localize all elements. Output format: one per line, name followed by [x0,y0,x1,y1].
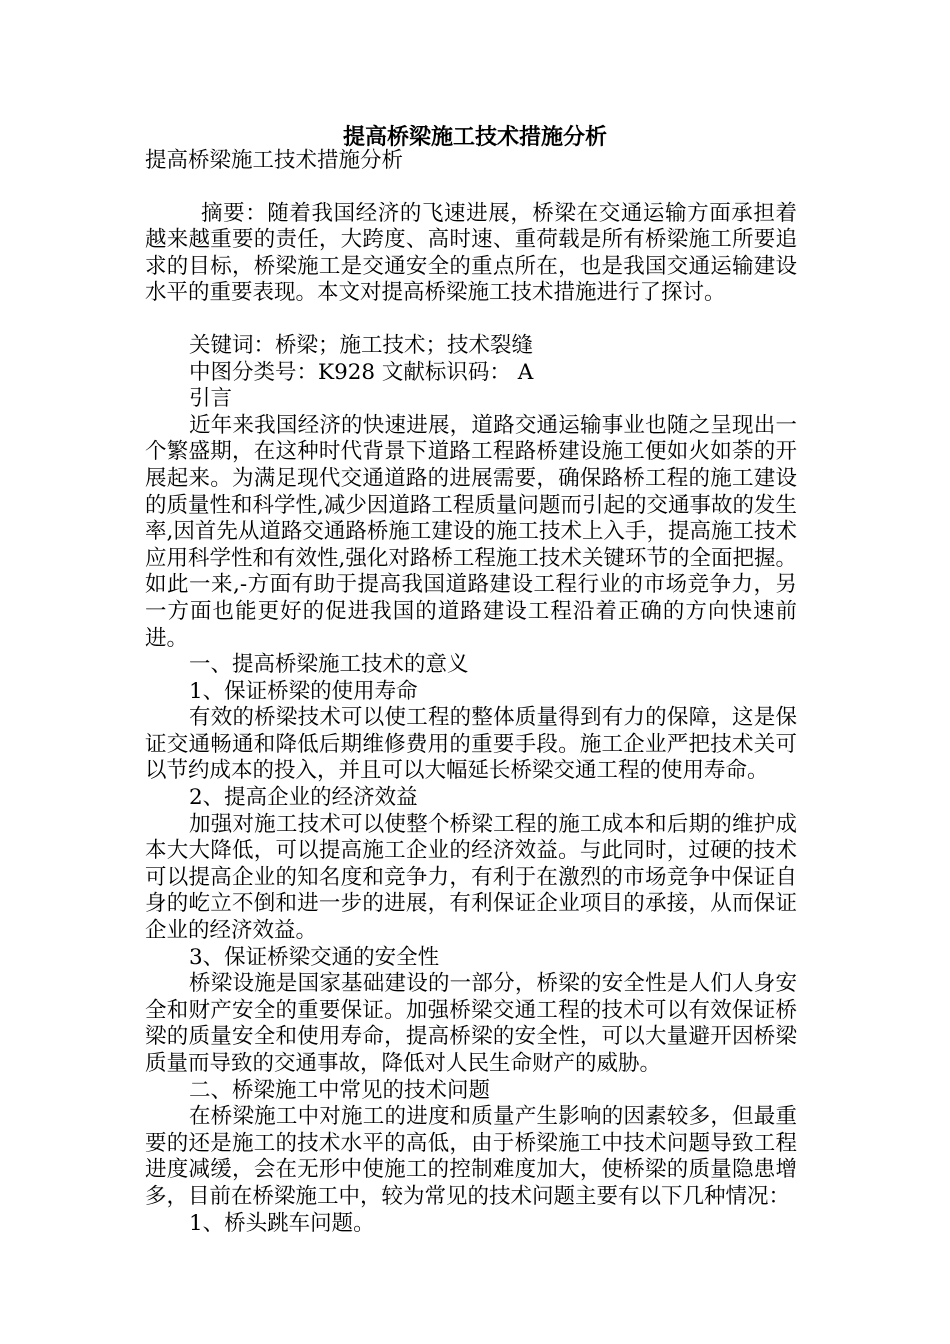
intro-paragraph: 近年来我国经济的快速进展，道路交通运输事业也随之呈现出一个繁盛期，在这种时代背景下道路工程路桥建设施工便如火如荼的开展起来。为满足现代交通道路的进展需要，确保路桥工程的施工建设的质量性和科学性,减少因道路工程质量问题而引起的交通事故的发生率,因首先从道路交通路桥施工建设的施工技术上入手，提高施工技术应用科学性和有效性,强化对路桥工程施工技术关键环节的全面把握。如此一来,-方面有助于提高我国道路建设工程行业的市场竞争力，另一方面也能更好的促进我国的道路建设工程沿着正确的方向快速前进。 [145,412,797,651]
keywords-line: 关键词：桥梁；施工技术；技术裂缝 [189,332,534,358]
subsection-1-2-paragraph: 加强对施工技术可以使整个桥梁工程的施工成本和后期的维护成本大大降低，可以提高施工企业的经济效益。与此同时，过硬的技术可以提高企业的知名度和竞争力，有利于在激烈的市场竞争中保证自身的屹立不倒和进一步的进展，有利保证企业项目的承接，从而保证企业的经济效益。 [145,811,797,944]
section-2-paragraph: 在桥梁施工中对施工的进度和质量产生影响的因素较多，但最重要的还是施工的技术水平的高低，由于桥梁施工中技术问题导致工程进度减缓，会在无形中使施工的控制难度加大，使桥梁的质量隐患增多，目前在桥梁施工中，较为常见的技术问题主要有以下几种情况： [145,1104,797,1209]
abstract-paragraph: 摘要：随着我国经济的飞速进展，桥梁在交通运输方面承担着越来越重要的责任，大跨度、高时速、重荷载是所有桥梁施工所要追求的目标，桥梁施工是交通安全的重点所在，也是我国交通运输建设水平的重要表现。本文对提高桥梁施工技术措施进行了探讨。 [145,200,797,306]
document-body [145,148,797,1237]
section-1-heading: 一、提高桥梁施工技术的意义 [189,652,469,678]
document-title: 提高桥梁施工技术措施分析 [342,124,607,150]
subsection-1-1-paragraph: 有效的桥梁技术可以使工程的整体质量得到有力的保障，这是保证交通畅通和降低后期维修费用的重要手段。施工企业严把技术关可以节约成本的投入，并且可以大幅延长桥梁交通工程的使用寿命。 [145,705,797,784]
intro-heading: 引言 [189,386,233,412]
subsection-1-3-paragraph: 桥梁设施是国家基础建设的一部分，桥梁的安全性是人们人身安全和财产安全的重要保证。加强桥梁交通工程的技术可以有效保证桥梁的质量安全和使用寿命，提高桥梁的安全性，可以大量避开因桥梁质量而导致的交通事故，降低对人民生命财产的威胁。 [145,971,797,1076]
subsection-1-1-heading: 1、保证桥梁的使用寿命 [189,678,418,704]
classification-line: 中图分类号：K928 文献标识码： A [189,359,534,385]
spacer [145,307,797,333]
subsection-2-1-heading: 1、桥头跳车问题。 [189,1210,375,1236]
section-2-heading: 二、桥梁施工中常见的技术问题 [189,1077,491,1103]
document-subtitle: 提高桥梁施工技术措施分析 [145,148,404,173]
subsection-1-3-heading: 3、保证桥梁交通的安全性 [189,944,440,970]
spacer [145,175,797,201]
subsection-1-2-heading: 2、提高企业的经济效益 [189,785,418,811]
